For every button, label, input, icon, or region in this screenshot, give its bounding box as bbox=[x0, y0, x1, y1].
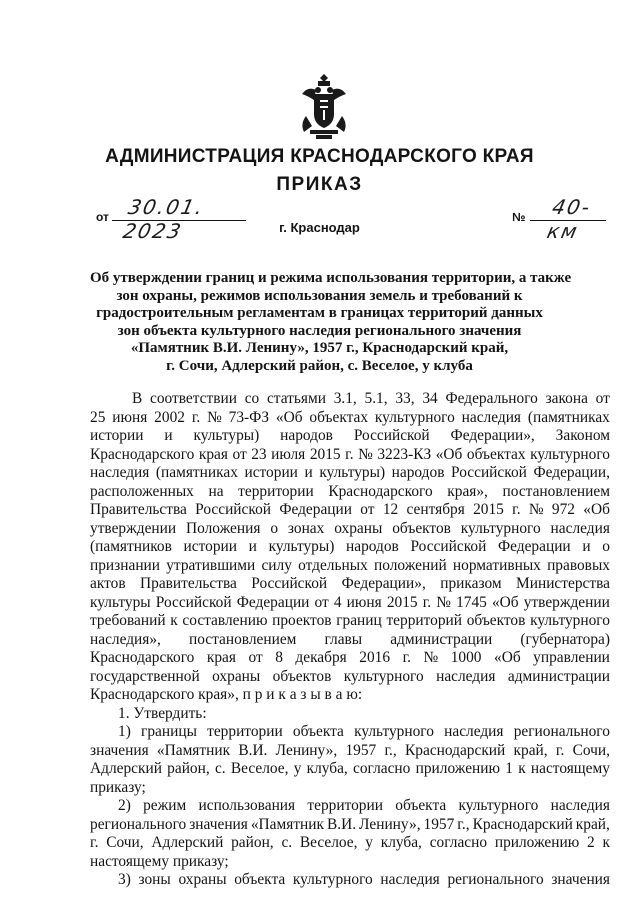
body-word: постановлением bbox=[188, 630, 297, 648]
body-word: № bbox=[528, 501, 544, 518]
body-word: г., bbox=[384, 741, 397, 759]
body-word: «Памятник bbox=[250, 815, 324, 833]
body-word: «Об bbox=[275, 408, 303, 426]
body-word: у bbox=[365, 834, 373, 851]
body-word: Адлерский bbox=[90, 760, 162, 777]
body-word: культурного bbox=[530, 445, 610, 463]
body-word: (памятниках bbox=[155, 464, 238, 481]
body-word: Федерации bbox=[497, 538, 571, 555]
body-word: у bbox=[293, 760, 302, 777]
body-word: к bbox=[602, 834, 610, 851]
body-word: с. bbox=[281, 834, 293, 851]
body-word: Российской bbox=[451, 464, 527, 481]
body-word: з bbox=[300, 686, 311, 703]
body-word: Правительства bbox=[90, 501, 187, 518]
body-word: культуры) bbox=[268, 538, 335, 555]
body-line bbox=[90, 686, 610, 705]
body-word: край, bbox=[513, 741, 548, 759]
body-word: Российской bbox=[251, 575, 328, 592]
body-word: края», bbox=[198, 686, 243, 703]
body-word: культурного bbox=[458, 797, 539, 814]
body-word: территорий bbox=[386, 612, 463, 629]
body-word: Федерации», bbox=[450, 427, 535, 444]
body-line bbox=[90, 631, 610, 650]
body-word: объектов bbox=[272, 667, 332, 685]
body-word: Краснодарского bbox=[328, 482, 433, 500]
body-word: наследия bbox=[380, 871, 440, 888]
body-word: 2) bbox=[118, 797, 131, 814]
body-word: клуба, bbox=[380, 834, 422, 851]
document-body bbox=[90, 390, 610, 890]
body-word: территории bbox=[207, 723, 283, 740]
organization-title: АДМИНИСТРАЦИЯ КРАСНОДАРСКОГО КРАЯ bbox=[105, 146, 534, 167]
body-line bbox=[90, 575, 610, 594]
body-word: наследия bbox=[550, 519, 610, 537]
body-line bbox=[90, 594, 610, 613]
body-word: № bbox=[436, 593, 451, 611]
document-type: ПРИКАЗ bbox=[276, 174, 363, 195]
body-word: «Памятник bbox=[156, 741, 231, 759]
body-word: границы bbox=[141, 723, 197, 740]
body-word: утратившими bbox=[166, 556, 256, 574]
body-word: положений bbox=[373, 556, 447, 574]
body-word: регионального bbox=[513, 723, 610, 740]
body-word: зонах bbox=[287, 519, 325, 537]
body-word: объекта bbox=[395, 797, 447, 814]
body-word: утверждении bbox=[90, 519, 177, 537]
body-word: Законом bbox=[555, 427, 610, 444]
body-word: в bbox=[324, 686, 336, 703]
body-line bbox=[90, 390, 610, 409]
coat-of-arms-icon bbox=[296, 72, 352, 140]
body-word: народов bbox=[280, 427, 333, 444]
body-line bbox=[90, 427, 610, 446]
body-word: 3223-КЗ bbox=[377, 445, 432, 463]
body-word: Российской bbox=[155, 593, 232, 611]
body-word: культуры) bbox=[319, 464, 386, 481]
body-word: наследия bbox=[550, 797, 610, 814]
body-word: 1957 bbox=[423, 815, 455, 833]
body-word: край, bbox=[575, 815, 610, 833]
body-line bbox=[90, 816, 610, 835]
body-word: приложению bbox=[494, 834, 580, 851]
body-line bbox=[90, 853, 610, 872]
body-word: а bbox=[289, 686, 301, 703]
body-word: наследия bbox=[444, 723, 504, 740]
body-word: приложению bbox=[415, 760, 501, 777]
body-word: Министерства bbox=[516, 575, 610, 592]
body-word: объектах bbox=[309, 408, 369, 426]
body-word: наследия bbox=[461, 408, 522, 426]
body-word: г. bbox=[555, 741, 565, 759]
body-word: приказом bbox=[440, 575, 502, 592]
body-word: управлении bbox=[533, 649, 610, 666]
body-word: о bbox=[602, 538, 610, 555]
body-line bbox=[90, 834, 610, 853]
body-word: июня bbox=[112, 408, 148, 426]
city: г. Краснодар bbox=[279, 220, 360, 235]
body-word: Сочи, bbox=[106, 834, 144, 851]
body-word: регионального bbox=[447, 871, 544, 888]
body-word: к bbox=[170, 612, 178, 629]
heading-line: Об утверждении границ и режима использования территории, а также bbox=[90, 270, 572, 286]
body-word: от bbox=[360, 501, 375, 518]
body-word: от bbox=[595, 390, 610, 407]
body-word: «Об bbox=[583, 501, 610, 518]
date-label: от bbox=[96, 210, 109, 224]
body-word: Краснодарского bbox=[90, 445, 195, 463]
body-word: 2015 bbox=[473, 501, 504, 518]
body-word: охраны bbox=[212, 667, 261, 685]
body-line bbox=[90, 520, 610, 539]
body-word: г., bbox=[457, 815, 470, 833]
body-word: соответствии bbox=[150, 390, 237, 407]
body-word: Краснодарского bbox=[90, 686, 199, 703]
body-word: 1 bbox=[505, 760, 513, 777]
body-word: ю: bbox=[346, 686, 363, 703]
body-word: признании bbox=[90, 556, 161, 574]
body-word: Краснодарского bbox=[90, 649, 195, 666]
body-word: район, bbox=[231, 834, 274, 851]
body-word: г. bbox=[90, 834, 99, 851]
body-word: декабря bbox=[295, 649, 347, 666]
body-word: (губернатора) bbox=[520, 630, 610, 648]
body-word: 3) bbox=[118, 871, 131, 888]
body-line bbox=[90, 668, 610, 687]
body-word: от bbox=[232, 445, 247, 463]
body-word: Положения bbox=[186, 519, 261, 537]
body-word: администрации bbox=[507, 667, 610, 685]
body-word: В.И. bbox=[326, 815, 357, 833]
body-word: отдельных bbox=[298, 556, 368, 574]
body-word: объектов bbox=[392, 519, 451, 537]
body-word: настоящему bbox=[530, 760, 610, 777]
body-word: Федерального bbox=[445, 390, 538, 407]
body-word: истории bbox=[90, 427, 144, 444]
body-word: Ленину», bbox=[275, 741, 338, 759]
body-line bbox=[90, 871, 610, 890]
body-word: клуба, bbox=[306, 760, 348, 777]
body-word: п bbox=[242, 686, 255, 703]
body-word: к bbox=[278, 686, 290, 703]
body-word: 33, bbox=[395, 390, 415, 407]
body-word: требований bbox=[90, 612, 166, 629]
body-word: культуры bbox=[90, 593, 151, 611]
body-line bbox=[90, 797, 610, 816]
body-word: закона bbox=[545, 390, 588, 407]
body-word: 1000 bbox=[450, 649, 482, 666]
body-word: р bbox=[254, 686, 267, 703]
body-word: согласно bbox=[429, 834, 488, 851]
body-line bbox=[90, 760, 610, 779]
body-line bbox=[90, 612, 610, 631]
body-word: составлению bbox=[182, 612, 268, 629]
body-word: 3.1, bbox=[333, 390, 357, 407]
body-word: Федерации», bbox=[341, 575, 426, 592]
body-word: г. bbox=[345, 445, 354, 463]
body-line bbox=[90, 409, 610, 428]
body-word: Адлерский bbox=[151, 834, 224, 851]
body-word: культурного bbox=[530, 612, 610, 629]
body-word: наследия bbox=[90, 464, 150, 481]
body-word: Веселое, bbox=[299, 834, 358, 851]
body-word: наследия bbox=[436, 667, 496, 685]
body-word: от bbox=[314, 593, 329, 611]
body-word: г. bbox=[402, 649, 411, 666]
number-label: № bbox=[512, 210, 526, 224]
body-word: (памятниках bbox=[527, 408, 610, 426]
body-line bbox=[90, 446, 610, 465]
body-word: территории bbox=[307, 797, 383, 814]
body-word: и bbox=[304, 464, 313, 481]
body-word: № bbox=[207, 408, 222, 426]
body-line bbox=[90, 779, 610, 798]
body-word: государственной bbox=[90, 667, 200, 685]
body-word: В bbox=[132, 390, 143, 407]
body-word: культурного bbox=[292, 871, 373, 888]
body-line bbox=[90, 538, 610, 557]
body-word: Российской bbox=[353, 427, 430, 444]
body-word: охраны bbox=[178, 871, 227, 888]
body-word: Веселое, bbox=[230, 760, 289, 777]
body-word: статьями bbox=[266, 390, 326, 407]
body-word: объекта bbox=[234, 871, 286, 888]
body-word: 2002 bbox=[154, 408, 185, 426]
body-word: культуры) bbox=[193, 427, 260, 444]
body-word: 5.1, bbox=[364, 390, 388, 407]
body-word: «Об bbox=[435, 445, 463, 463]
body-word: культурного bbox=[374, 408, 455, 426]
body-word: нормативных bbox=[452, 556, 541, 574]
body-word: а bbox=[335, 686, 347, 703]
heading-line: зон охраны, режимов использования земель и требований к bbox=[116, 287, 523, 304]
body-word: «Об bbox=[494, 649, 521, 666]
body-word: 1745 bbox=[456, 593, 487, 611]
body-word: согласно bbox=[353, 760, 411, 777]
body-word: ы bbox=[310, 686, 325, 703]
body-word: о bbox=[270, 519, 279, 537]
body-word: 2015 bbox=[309, 445, 341, 463]
body-line bbox=[90, 501, 610, 520]
body-word: объектах bbox=[466, 445, 526, 463]
body-word: приказу; bbox=[90, 778, 146, 796]
body-line bbox=[90, 723, 610, 742]
body-line bbox=[90, 464, 610, 483]
body-word: район, bbox=[167, 760, 210, 777]
body-word: № bbox=[423, 649, 439, 666]
body-word: 2 bbox=[587, 834, 595, 851]
body-word: значения bbox=[189, 815, 248, 833]
body-word: культурного bbox=[460, 519, 541, 537]
body-word: Сочи, bbox=[572, 741, 610, 759]
body-line bbox=[90, 557, 610, 576]
body-word: и bbox=[266, 686, 279, 703]
body-word: июня bbox=[346, 593, 382, 611]
body-word: постановлением bbox=[502, 482, 610, 500]
heading-line: градостроительным регламентам в границах территорий данных bbox=[96, 305, 543, 322]
body-word: администрации bbox=[390, 630, 493, 648]
body-word: края bbox=[198, 445, 228, 463]
body-word: приказу; bbox=[172, 852, 229, 870]
document-heading bbox=[90, 270, 572, 376]
body-word: 2016 bbox=[359, 649, 391, 666]
body-word: силу bbox=[261, 556, 292, 574]
body-word: истории bbox=[183, 538, 237, 555]
body-word: регионального bbox=[90, 815, 187, 833]
body-word: В.И. bbox=[238, 741, 268, 759]
body-word: со bbox=[244, 390, 260, 407]
body-word: проектов bbox=[272, 612, 332, 629]
body-word: зоны bbox=[138, 871, 171, 888]
body-word: и bbox=[248, 538, 257, 555]
body-word: Утвердить: bbox=[133, 704, 207, 722]
body-word: г. bbox=[512, 501, 521, 518]
body-word: народов bbox=[391, 464, 445, 481]
body-word: 8 bbox=[275, 649, 283, 666]
body-word: 2015 bbox=[386, 593, 418, 611]
body-word: настоящему bbox=[90, 852, 173, 870]
body-word: главы bbox=[324, 630, 363, 648]
body-word: № bbox=[358, 445, 373, 463]
date-field bbox=[112, 195, 246, 243]
body-word: использования bbox=[198, 797, 296, 814]
body-word: и bbox=[164, 427, 173, 444]
body-word: актов bbox=[90, 575, 126, 592]
body-word: 73-ФЗ bbox=[228, 408, 270, 426]
body-word: утверждении bbox=[523, 593, 610, 611]
body-word: наследия», bbox=[90, 630, 161, 648]
body-word: г. bbox=[422, 593, 432, 611]
body-word: правовых bbox=[547, 556, 610, 574]
body-word: края bbox=[206, 649, 236, 666]
body-word: и bbox=[582, 538, 591, 555]
body-word: 34 bbox=[422, 390, 438, 407]
body-word: 12 bbox=[382, 501, 399, 518]
body-word: 1) bbox=[118, 723, 131, 740]
body-word: объекта bbox=[292, 723, 344, 740]
body-word: культурного bbox=[354, 723, 434, 740]
body-word: Правительства bbox=[140, 575, 237, 592]
body-word: 1. bbox=[118, 704, 134, 722]
heading-line: зон объекта культурного наследия регионального значения bbox=[117, 322, 522, 339]
body-word: Российской bbox=[410, 538, 487, 555]
body-word: расположенных bbox=[90, 482, 194, 500]
body-word: 23 bbox=[251, 445, 267, 463]
body-word: территории bbox=[238, 482, 314, 500]
body-word: Федерации bbox=[279, 501, 352, 518]
body-word: значения bbox=[90, 741, 149, 759]
body-word: значения bbox=[551, 871, 610, 888]
body-line bbox=[90, 705, 610, 724]
body-word: Российской bbox=[195, 501, 272, 518]
heading-line: «Памятник В.И. Ленину», 1957 г., Краснодарский край, bbox=[130, 340, 509, 357]
body-word: 972 bbox=[551, 501, 575, 518]
body-word: от bbox=[248, 649, 263, 666]
body-word: г. bbox=[191, 408, 201, 426]
body-line bbox=[90, 649, 610, 668]
body-word: границ bbox=[336, 612, 382, 629]
body-line bbox=[90, 742, 610, 761]
number-field bbox=[530, 195, 606, 243]
body-line bbox=[90, 483, 610, 502]
body-word: «Об bbox=[491, 593, 519, 611]
body-word: объектов bbox=[466, 612, 526, 629]
body-word: 4 bbox=[333, 593, 342, 611]
body-word: края», bbox=[447, 482, 488, 500]
body-word: на bbox=[208, 482, 224, 500]
body-word: Краснодарский bbox=[405, 741, 506, 759]
body-word: культурного bbox=[343, 667, 424, 685]
number-handwritten: 40-км bbox=[544, 195, 594, 243]
body-word: 1957 bbox=[345, 741, 377, 759]
date-handwritten: 30.01. 2023 bbox=[120, 195, 207, 243]
body-word: Краснодарский bbox=[472, 815, 573, 833]
heading-line: г. Сочи, Адлерский район, с. Веселое, у клуба bbox=[166, 357, 473, 374]
body-word: июля bbox=[271, 445, 306, 463]
body-word: 25 bbox=[90, 408, 106, 426]
body-word: Федерации bbox=[236, 593, 310, 611]
body-word: к bbox=[518, 760, 526, 777]
body-word: Ленину», bbox=[359, 815, 421, 833]
body-word: охраны bbox=[334, 519, 383, 537]
body-word: народов bbox=[346, 538, 399, 555]
body-word: (памятников bbox=[90, 538, 172, 555]
body-word: с. bbox=[214, 760, 226, 777]
body-word: режим bbox=[143, 797, 187, 814]
body-word: сентября bbox=[406, 501, 465, 518]
body-word: Федерации, bbox=[533, 464, 610, 481]
body-word: истории bbox=[244, 464, 298, 481]
